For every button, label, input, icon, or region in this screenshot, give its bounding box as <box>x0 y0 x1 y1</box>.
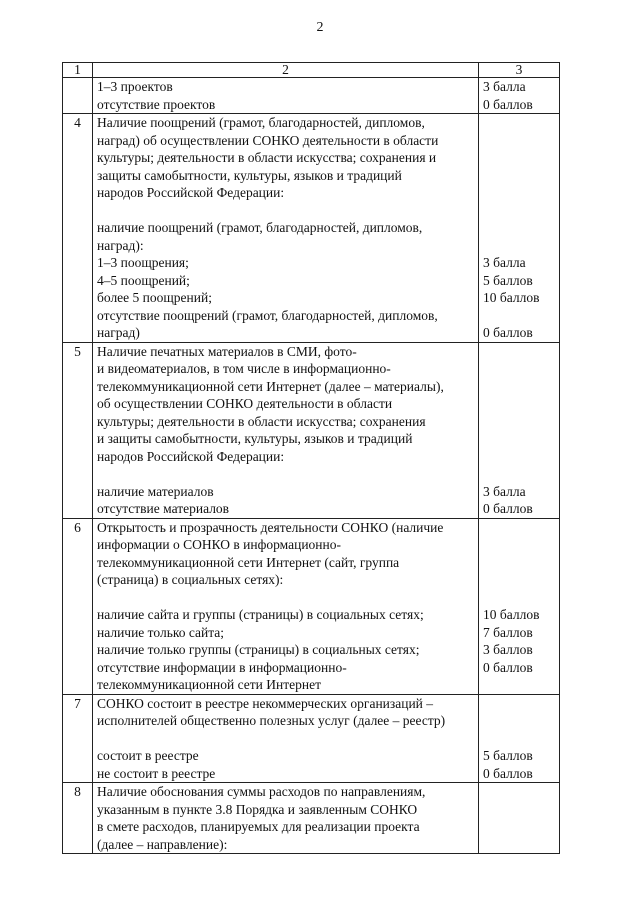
criterion-line: защиты самобытности, культуры, языков и традиций <box>97 167 402 183</box>
table-header-row <box>63 63 560 78</box>
row-number <box>63 78 93 114</box>
criterion-line: (страница) в социальных сетях): <box>97 572 284 587</box>
criterion-line: Открытость и прозрачность деятельности СОНКО (наличие <box>97 519 444 535</box>
criterion-line: состоит в реестре <box>97 748 199 763</box>
row-number: 5 <box>63 342 93 518</box>
criterion-text <box>93 694 479 783</box>
criterion-line: Наличие поощрений (грамот, благодарностей, дипломов, <box>97 115 425 130</box>
criterion-line: наград): <box>97 237 144 253</box>
criterion-text <box>93 342 479 518</box>
page-number: 2 <box>316 20 324 35</box>
criterion-line: наличие поощрений (грамот, благодарностей, дипломов, <box>97 220 423 235</box>
criterion-text <box>93 783 479 854</box>
criterion-line: и видеоматериалов, в том числе в информационно- <box>97 361 391 376</box>
criterion-line: в смете расходов, планируемых для реализации проекта <box>97 819 420 834</box>
score-value: 0 баллов <box>483 325 533 340</box>
criterion-line: указанным в пункте 3.8 Порядка и заявленным СОНКО <box>97 801 418 817</box>
table-row <box>63 114 560 343</box>
header-col-number: 1 <box>63 63 93 78</box>
criterion-line: наличие материалов <box>97 483 214 499</box>
table-row <box>63 783 560 854</box>
criterion-text <box>93 78 479 114</box>
score-value: 3 балла <box>483 79 526 94</box>
criterion-line: и защиты самобытности, культуры, языков и традиций <box>97 431 413 446</box>
criterion-line: 1–3 проектов <box>97 79 173 94</box>
criterion-line: СОНКО состоит в реестре некоммерческих организаций – <box>97 695 434 711</box>
criterion-line: (далее – направление): <box>97 836 228 852</box>
criterion-line: об осуществлении СОНКО деятельности в области <box>97 396 393 411</box>
score-cell <box>479 518 560 694</box>
criterion-line: 1–3 поощрения; <box>97 255 189 270</box>
criterion-line: Наличие обоснования суммы расходов по направлениям, <box>97 784 426 799</box>
score-cell <box>479 342 560 518</box>
criterion-line: отсутствие материалов <box>97 501 230 516</box>
score-value: 0 баллов <box>483 96 533 112</box>
score-value: 3 балла <box>483 483 526 499</box>
score-value: 5 баллов <box>483 272 533 288</box>
score-cell <box>479 78 560 114</box>
header-col-score: 3 <box>479 63 560 78</box>
criterion-line: исполнителей общественно полезных услуг (далее – реестр) <box>97 713 446 728</box>
criterion-line: более 5 поощрений; <box>97 290 212 305</box>
criterion-line: отсутствие проектов <box>97 96 216 112</box>
criterion-line: наличие сайта и группы (страницы) в социальных сетях; <box>97 607 424 622</box>
criterion-line: телекоммуникационной сети Интернет <box>97 677 321 692</box>
table-row <box>63 694 560 783</box>
table-row <box>63 342 560 518</box>
criterion-text <box>93 114 479 343</box>
score-cell <box>479 783 560 854</box>
criterion-line: народов Российской Федерации: <box>97 448 285 464</box>
criterion-line: отсутствие информации в информационно- <box>97 659 347 675</box>
criterion-line: не состоит в реестре <box>97 765 216 781</box>
criterion-line: наличие только сайта; <box>97 624 225 640</box>
criterion-line: культуры; деятельности в области искусства; сохранения и <box>97 150 437 165</box>
score-value: 7 баллов <box>483 624 533 640</box>
criterion-line: телекоммуникационной сети Интернет (далее – материалы), <box>97 378 444 394</box>
criterion-line: информации о СОНКО в информационно- <box>97 537 341 552</box>
criterion-line: наград) об осуществлении СОНКО деятельности в области <box>97 132 439 148</box>
score-value: 10 баллов <box>483 607 540 622</box>
header-col-criterion: 2 <box>93 63 479 78</box>
score-value: 10 баллов <box>483 290 540 305</box>
criterion-line: 4–5 поощрений; <box>97 272 190 288</box>
score-value: 3 баллов <box>483 642 533 657</box>
criterion-line: телекоммуникационной сети Интернет (сайт, группа <box>97 554 400 570</box>
row-number: 6 <box>63 518 93 694</box>
score-cell <box>479 114 560 343</box>
criterion-text <box>93 518 479 694</box>
table-row <box>63 78 560 114</box>
criterion-line: наличие только группы (страницы) в социальных сетях; <box>97 642 420 657</box>
criterion-line: народов Российской Федерации: <box>97 185 285 200</box>
criterion-line: наград) <box>97 325 140 340</box>
score-value: 0 баллов <box>483 765 533 781</box>
criteria-table <box>62 62 560 854</box>
score-value: 0 баллов <box>483 659 533 675</box>
score-value: 5 баллов <box>483 748 533 763</box>
criterion-line: отсутствие поощрений (грамот, благодарностей, дипломов, <box>97 307 438 323</box>
table-row <box>63 518 560 694</box>
row-number: 8 <box>63 783 93 854</box>
row-number: 7 <box>63 694 93 783</box>
row-number: 4 <box>63 114 93 343</box>
criterion-line: Наличие печатных материалов в СМИ, фото- <box>97 343 357 359</box>
score-cell <box>479 694 560 783</box>
score-value: 0 баллов <box>483 501 533 516</box>
score-value: 3 балла <box>483 255 526 270</box>
criterion-line: культуры; деятельности в области искусства; сохранения <box>97 413 426 429</box>
